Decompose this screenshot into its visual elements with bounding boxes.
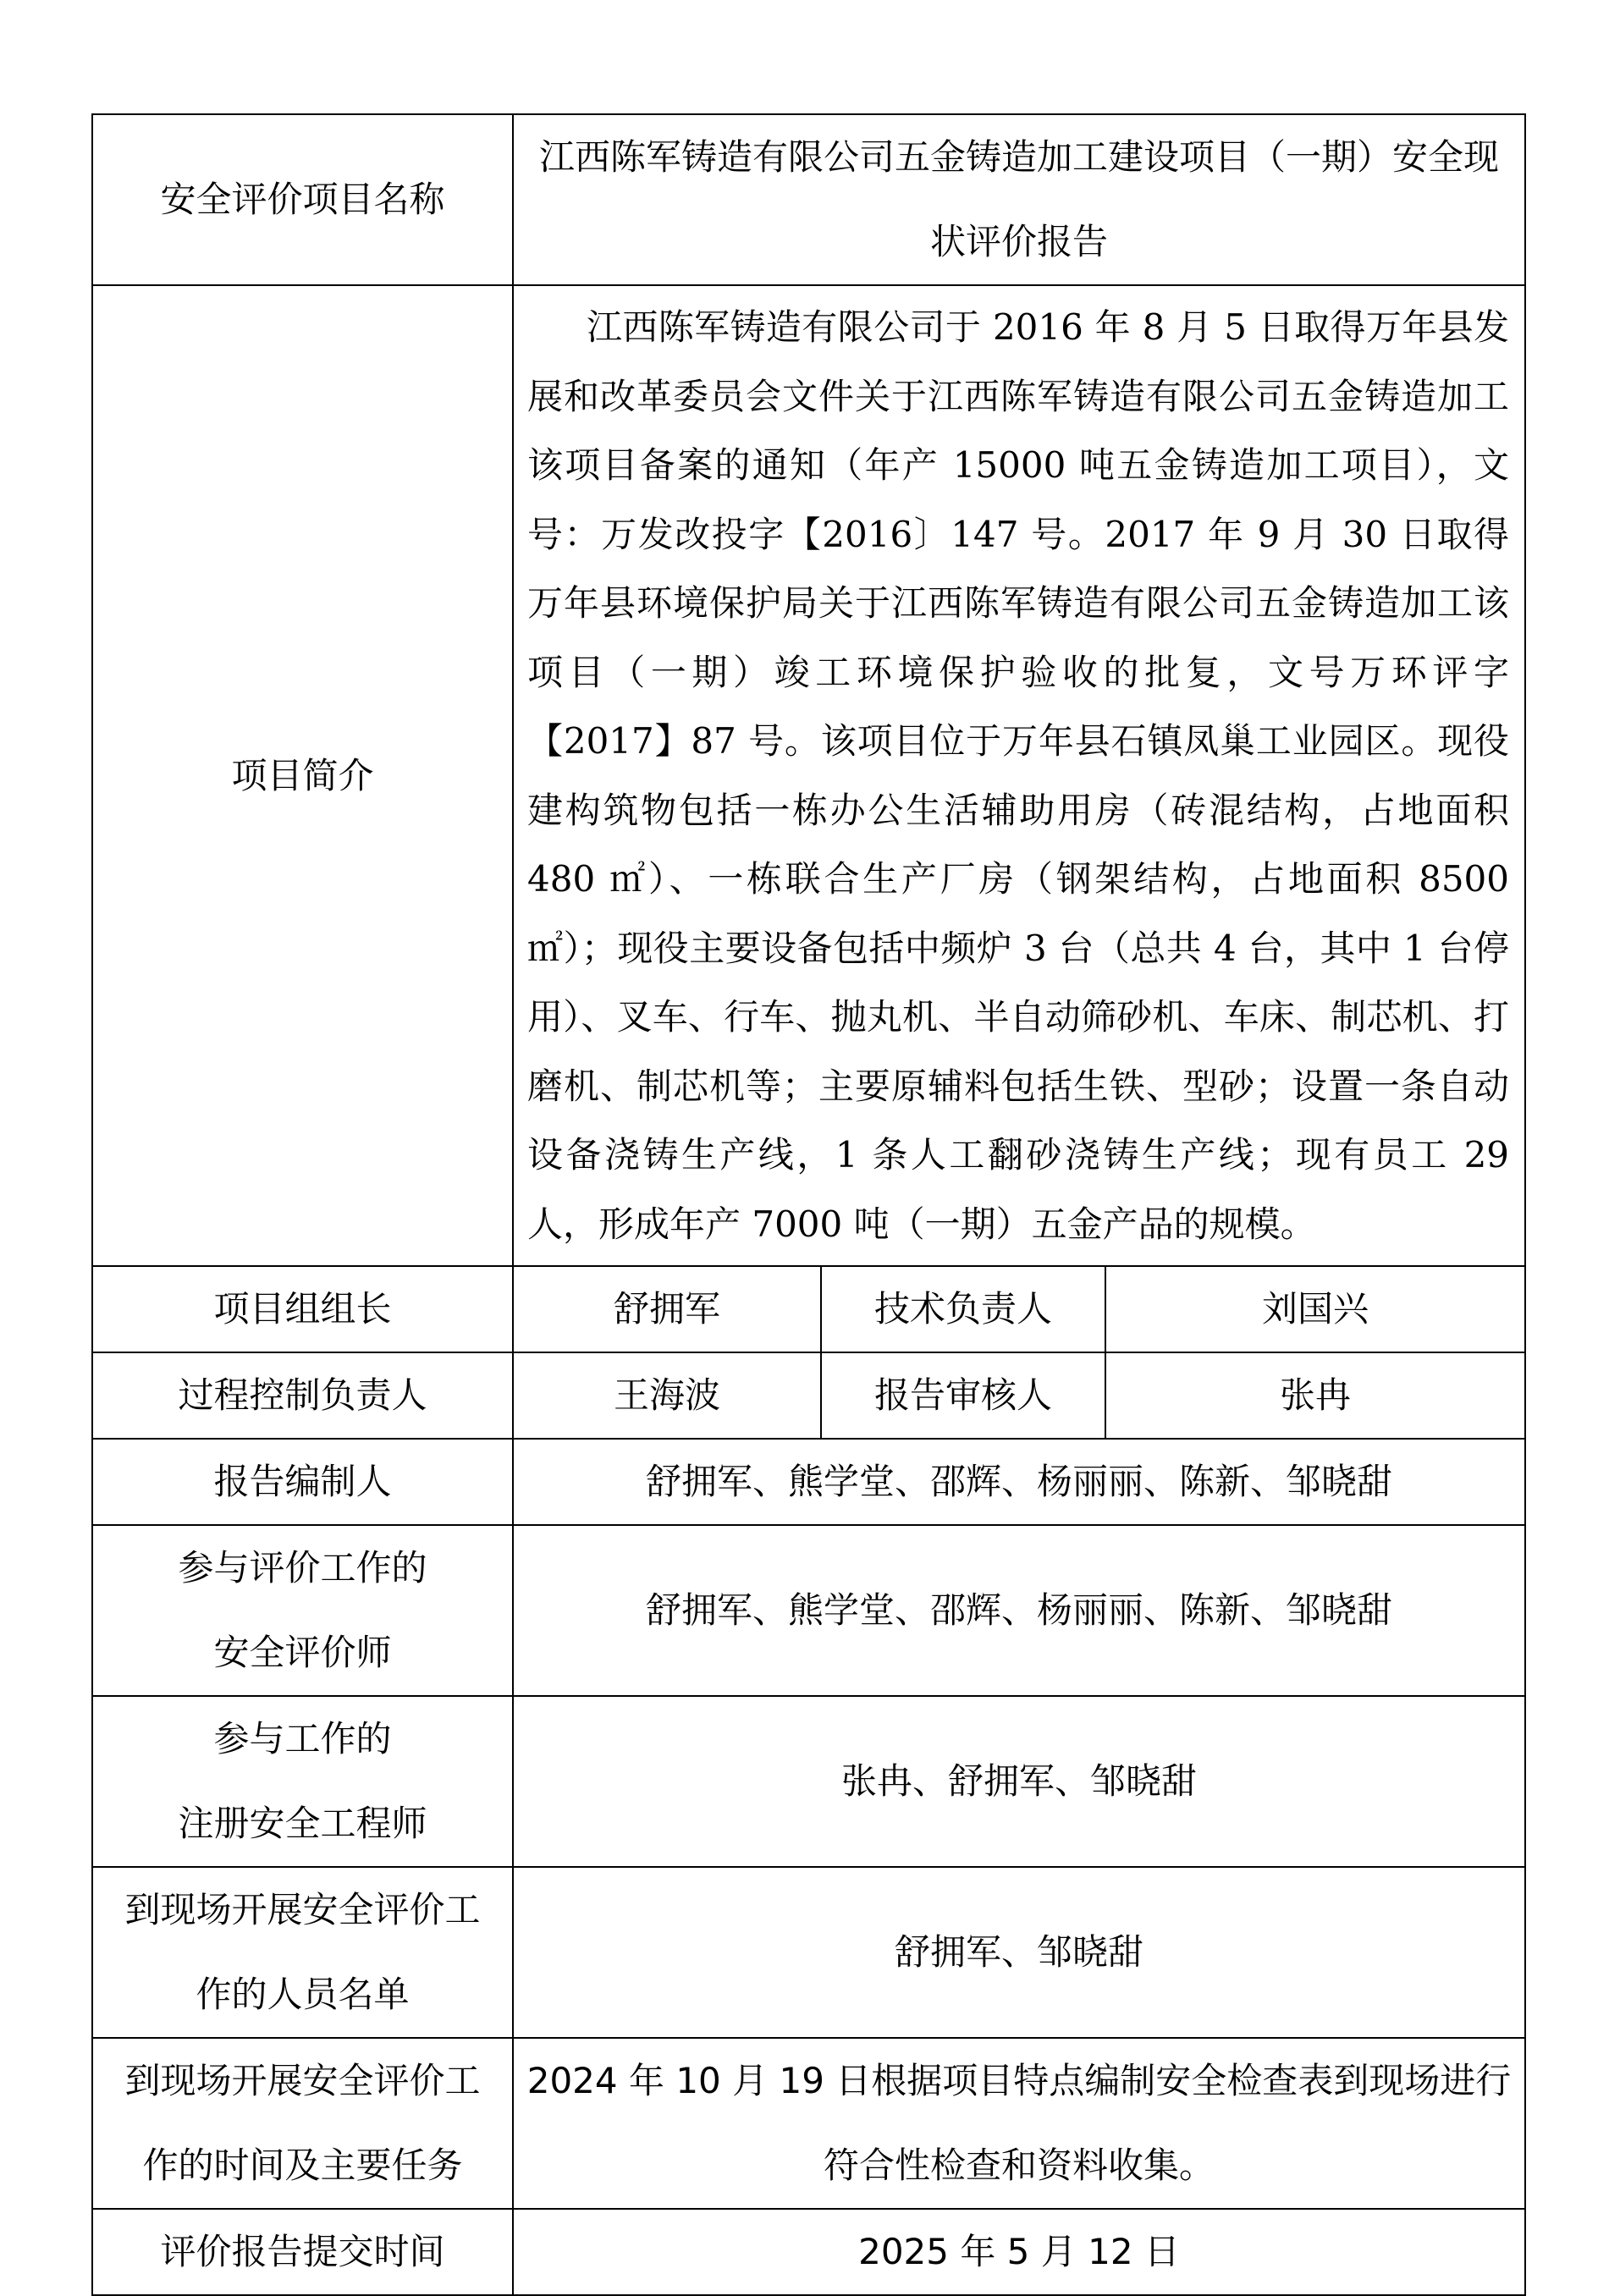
engineers-label [92, 1696, 513, 1867]
onsite-people-value: 舒拥军、邹晓甜 [513, 1867, 1525, 2038]
onsite-time-value: 2024 年 10 月 19 日根据项目特点编制安全检查表到现场进行符合性检查和资料收集。 [513, 2038, 1525, 2209]
project-intro-text: 江西陈军铸造有限公司于 2016 年 8 月 5 日取得万年县发展和改革委员会文件关于江西陈军铸造有限公司五金铸造加工该项目备案的通知（年产 15000 吨五金铸造加工项目），文号：万发改投字【2016〕147 号。2017 年 9 月 30 日取得万年县环境保护局关于江西陈军铸造有限公司五金铸造加工该项目（一期）竣工环境保护验收的批复，文号万环评字【2017】87 号。该项目位于万年县石镇凤巢工业园区。现役建构筑物包括一栋办公生活辅助用房（砖混结构，占地面积 480 ㎡）、一栋联合生产厂房（钢架结构，占地面积 8500 ㎡）；现役主要设备包括中频炉 3 台（总共 4 台，其中 1 台停用）、叉车、行车、抛丸机、半自动筛砂机、车床、制芯机、打磨机、制芯机等；主要原辅料包括生铁、型砂；设置一条自动设备浇铸生产线，1 条人工翻砂浇铸生产线；现有员工 29 人，形成年产 7000 吨（一期）五金产品的规模。 [527, 306, 1510, 1245]
row-registered-engineers [92, 1696, 1525, 1867]
onsite-time-label [92, 2038, 513, 2209]
onsite-time-label-line1: 到现场开展安全评价工 [124, 2060, 481, 2101]
report-reviewer-label: 报告审核人 [821, 1352, 1105, 1439]
row-project-name [92, 114, 1525, 285]
row-project-intro [92, 285, 1525, 1266]
team-leader-label: 项目组组长 [92, 1266, 513, 1352]
report-compilers-value: 舒拥军、熊学堂、邵辉、杨丽丽、陈新、邹晓甜 [513, 1439, 1525, 1525]
submit-time-label: 评价报告提交时间 [92, 2209, 513, 2295]
row-team-leader [92, 1266, 1525, 1352]
technical-lead-value: 刘国兴 [1105, 1266, 1525, 1352]
row-onsite-time [92, 2038, 1525, 2209]
project-intro-cell [513, 285, 1525, 1266]
process-control-label: 过程控制负责人 [92, 1352, 513, 1439]
team-leader-value: 舒拥军 [513, 1266, 821, 1352]
onsite-people-label-line2: 作的人员名单 [196, 1974, 410, 2015]
row-process-control [92, 1352, 1525, 1439]
assessors-label-line2: 安全评价师 [213, 1632, 392, 1673]
report-compilers-label: 报告编制人 [92, 1439, 513, 1525]
safety-evaluation-info-table [91, 113, 1526, 2296]
project-intro-label: 项目简介 [92, 285, 513, 1266]
row-assessors [92, 1525, 1525, 1696]
row-report-compilers [92, 1439, 1525, 1525]
onsite-people-label [92, 1867, 513, 2038]
process-control-value: 王海波 [513, 1352, 821, 1439]
engineers-label-line2: 注册安全工程师 [178, 1803, 427, 1844]
submit-time-value: 2025 年 5 月 12 日 [513, 2209, 1525, 2295]
engineers-label-line1: 参与工作的 [213, 1718, 392, 1759]
assessors-value: 舒拥军、熊学堂、邵辉、杨丽丽、陈新、邹晓甜 [513, 1525, 1525, 1696]
onsite-people-label-line1: 到现场开展安全评价工 [124, 1889, 481, 1930]
row-onsite-people [92, 1867, 1525, 2038]
assessors-label-line1: 参与评价工作的 [178, 1547, 427, 1588]
engineers-value: 张冉、舒拥军、邹晓甜 [513, 1696, 1525, 1867]
project-name-label: 安全评价项目名称 [92, 114, 513, 285]
project-name-value: 江西陈军铸造有限公司五金铸造加工建设项目（一期）安全现状评价报告 [513, 114, 1525, 285]
onsite-time-label-line2: 作的时间及主要任务 [142, 2145, 463, 2186]
assessors-label [92, 1525, 513, 1696]
row-submit-time [92, 2209, 1525, 2295]
report-reviewer-value: 张冉 [1105, 1352, 1525, 1439]
technical-lead-label: 技术负责人 [821, 1266, 1105, 1352]
